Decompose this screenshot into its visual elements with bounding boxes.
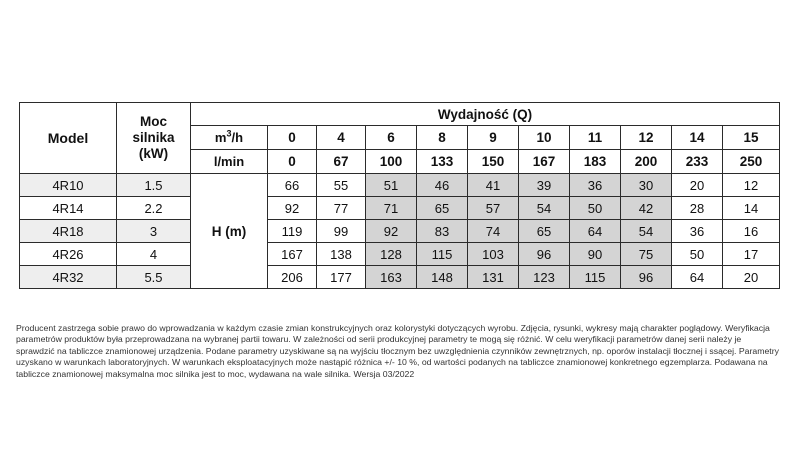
head-value-cell: 39 bbox=[519, 174, 570, 197]
head-value-cell: 36 bbox=[672, 220, 723, 243]
head-value-cell: 54 bbox=[519, 197, 570, 220]
head-value-cell: 65 bbox=[519, 220, 570, 243]
head-value-cell: 42 bbox=[621, 197, 672, 220]
head-value-cell: 57 bbox=[468, 197, 519, 220]
head-value-cell: 163 bbox=[366, 266, 417, 289]
head-value-cell: 66 bbox=[268, 174, 317, 197]
pump-spec-table bbox=[19, 102, 780, 289]
head-value-cell: 55 bbox=[317, 174, 366, 197]
head-value-cell: 99 bbox=[317, 220, 366, 243]
head-value-cell: 41 bbox=[468, 174, 519, 197]
flow-lmin-cell: 67 bbox=[317, 150, 366, 174]
head-value-cell: 14 bbox=[723, 197, 780, 220]
power-header-line3: (kW) bbox=[138, 146, 169, 161]
head-value-cell: 128 bbox=[366, 243, 417, 266]
table-row bbox=[20, 197, 780, 220]
unit-m3h-rest: /h bbox=[231, 130, 244, 145]
power-cell: 5.5 bbox=[117, 266, 191, 289]
head-value-cell: 206 bbox=[268, 266, 317, 289]
head-value-cell: 64 bbox=[672, 266, 723, 289]
unit-m3h-sup: 3 bbox=[226, 128, 232, 139]
head-value-cell: 36 bbox=[570, 174, 621, 197]
head-value-cell: 74 bbox=[468, 220, 519, 243]
head-value-cell: 96 bbox=[519, 243, 570, 266]
head-value-cell: 16 bbox=[723, 220, 780, 243]
power-header-line2: silnika bbox=[132, 130, 175, 145]
flow-m3h-cell: 15 bbox=[723, 126, 780, 150]
head-value-cell: 75 bbox=[621, 243, 672, 266]
flow-lmin-cell: 0 bbox=[268, 150, 317, 174]
head-value-cell: 20 bbox=[672, 174, 723, 197]
table-row bbox=[20, 266, 780, 289]
disclaimer-text: Producent zastrzega sobie prawo do wprowadzania w każdym czasie zmian konstrukcyjnych oraz kolorystyki dotyczących wyrobu. Zdjęcia, rysunki, wykresy mają charakter poglądowy. Weryfikacja parametrów produktów była przeprowadzana na wybranej partii towaru. W zależności od serii produkcyjnej parametry te mogą się różnić. W celu weryfikacji parametrów danej serii należy je sprawdzić na tabliczce znamionowej urządzenia. Podane parametry uzyskiwane są na wyjściu tłocznym bez uwzględnienia czynników zewnętrznych, np. oporów instalacji tłocznej i ssącej. Parametry uzyskano w warunkach laboratoryjnych. W warunkach eksploatacyjnych może nastąpić różnica +/- 10 %, od wartości podanych na tabliczce znamionowej konkretnego egzemplarza. Podawana na tabliczce znamionowej maksymalna moc silnika jest to moc, wydawana na wale silnika. Wersja 03/2022 bbox=[16, 323, 779, 379]
flow-lmin-cell: 167 bbox=[519, 150, 570, 174]
head-value-cell: 103 bbox=[468, 243, 519, 266]
head-value-cell: 96 bbox=[621, 266, 672, 289]
power-cell: 1.5 bbox=[117, 174, 191, 197]
head-value-cell: 77 bbox=[317, 197, 366, 220]
head-value-cell: 83 bbox=[417, 220, 468, 243]
table-row bbox=[20, 243, 780, 266]
unit-lmin: l/min bbox=[191, 150, 268, 174]
flow-m3h-cell: 9 bbox=[468, 126, 519, 150]
head-value-cell: 115 bbox=[570, 266, 621, 289]
head-value-cell: 20 bbox=[723, 266, 780, 289]
head-value-cell: 131 bbox=[468, 266, 519, 289]
unit-m3h bbox=[191, 126, 268, 150]
head-value-cell: 51 bbox=[366, 174, 417, 197]
head-value-cell: 167 bbox=[268, 243, 317, 266]
head-value-cell: 50 bbox=[570, 197, 621, 220]
flow-lmin-cell: 100 bbox=[366, 150, 417, 174]
head-value-cell: 28 bbox=[672, 197, 723, 220]
flow-m3h-cell: 11 bbox=[570, 126, 621, 150]
table-row bbox=[20, 220, 780, 243]
flow-m3h-cell: 12 bbox=[621, 126, 672, 150]
head-value-cell: 119 bbox=[268, 220, 317, 243]
model-cell: 4R32 bbox=[20, 266, 117, 289]
head-value-cell: 148 bbox=[417, 266, 468, 289]
head-value-cell: 50 bbox=[672, 243, 723, 266]
power-cell: 3 bbox=[117, 220, 191, 243]
power-cell: 4 bbox=[117, 243, 191, 266]
flow-lmin-cell: 233 bbox=[672, 150, 723, 174]
head-value-cell: 30 bbox=[621, 174, 672, 197]
flow-m3h-cell: 10 bbox=[519, 126, 570, 150]
head-value-cell: 65 bbox=[417, 197, 468, 220]
head-value-cell: 64 bbox=[570, 220, 621, 243]
model-cell: 4R18 bbox=[20, 220, 117, 243]
head-value-cell: 92 bbox=[268, 197, 317, 220]
head-value-cell: 123 bbox=[519, 266, 570, 289]
head-value-cell: 17 bbox=[723, 243, 780, 266]
head-value-cell: 90 bbox=[570, 243, 621, 266]
flow-lmin-cell: 150 bbox=[468, 150, 519, 174]
table-row bbox=[20, 174, 780, 197]
power-header-line1: Moc bbox=[140, 114, 167, 129]
head-value-cell: 12 bbox=[723, 174, 780, 197]
head-value-cell: 177 bbox=[317, 266, 366, 289]
head-value-cell: 138 bbox=[317, 243, 366, 266]
power-cell: 2.2 bbox=[117, 197, 191, 220]
head-value-cell: 92 bbox=[366, 220, 417, 243]
flow-m3h-cell: 6 bbox=[366, 126, 417, 150]
flow-m3h-cell: 14 bbox=[672, 126, 723, 150]
power-header bbox=[117, 103, 191, 174]
head-value-cell: 46 bbox=[417, 174, 468, 197]
head-value-cell: 71 bbox=[366, 197, 417, 220]
head-value-cell: 115 bbox=[417, 243, 468, 266]
flow-m3h-cell: 0 bbox=[268, 126, 317, 150]
unit-m3h-base: m bbox=[214, 130, 227, 145]
model-cell: 4R14 bbox=[20, 197, 117, 220]
flow-lmin-cell: 183 bbox=[570, 150, 621, 174]
flow-m3h-cell: 8 bbox=[417, 126, 468, 150]
head-label: H (m) bbox=[191, 174, 268, 289]
flow-header: Wydajność (Q) bbox=[191, 103, 780, 126]
flow-lmin-cell: 200 bbox=[621, 150, 672, 174]
model-header: Model bbox=[20, 103, 117, 174]
flow-lmin-cell: 250 bbox=[723, 150, 780, 174]
model-cell: 4R26 bbox=[20, 243, 117, 266]
head-value-cell: 54 bbox=[621, 220, 672, 243]
model-cell: 4R10 bbox=[20, 174, 117, 197]
flow-m3h-cell: 4 bbox=[317, 126, 366, 150]
flow-lmin-cell: 133 bbox=[417, 150, 468, 174]
